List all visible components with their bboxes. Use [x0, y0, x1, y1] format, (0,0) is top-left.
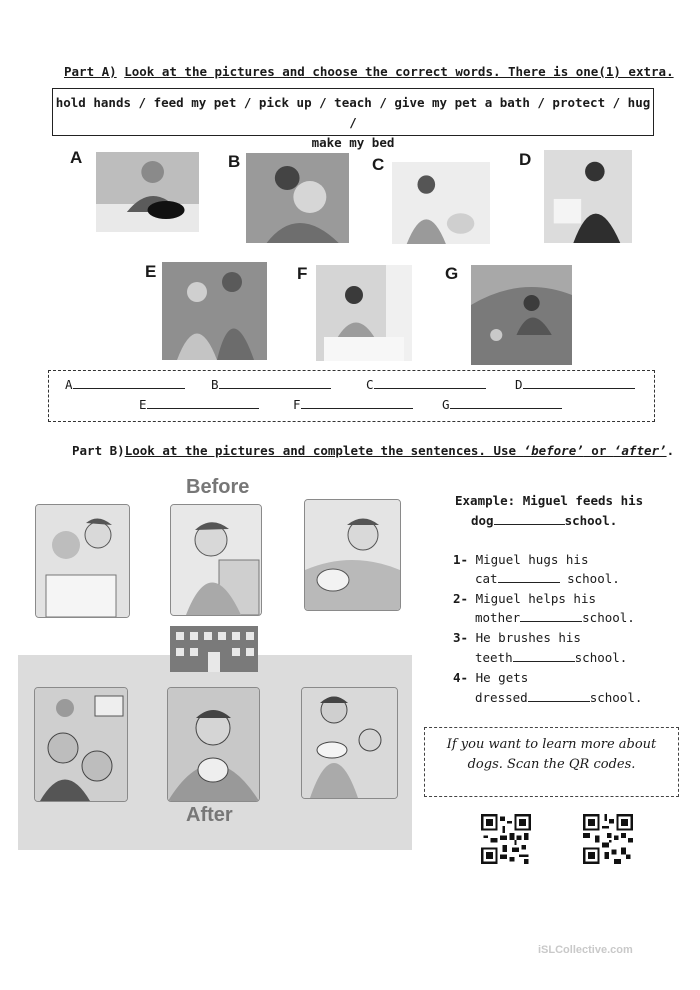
part-a-instruction: Look at the pictures and choose the correct words. There is one(1) extra.	[124, 64, 674, 79]
sentence-2-line-2[interactable]: mother school.	[475, 610, 635, 625]
answer-line-c[interactable]: C	[366, 377, 486, 392]
answer-line-e[interactable]: E	[139, 397, 259, 412]
photo-f	[316, 265, 412, 361]
school-building	[170, 622, 258, 672]
part-b-label: Part B)	[72, 443, 125, 458]
word-bank	[52, 88, 654, 150]
after-panel-basketball	[34, 687, 128, 802]
sentence-4-line-1: 4- He gets	[453, 670, 529, 685]
word-bank-line-1: hold hands / feed my pet / pick up / teach / give my pet a bath / protect / hug /	[55, 95, 651, 130]
before-panel-getting-dressed	[170, 504, 262, 616]
answer-box	[48, 370, 655, 422]
after-panel-helping-mother	[301, 687, 398, 799]
photo-c	[392, 162, 490, 244]
after-panel-hugging-cat	[167, 687, 260, 802]
qr-code-2[interactable]	[583, 814, 633, 864]
answer-line-f[interactable]: F	[293, 397, 413, 412]
part-a-label: Part A)	[64, 64, 117, 79]
example-line-1: Example: Miguel feeds his	[455, 493, 644, 508]
picture-letter-g: G	[445, 264, 459, 283]
answer-line-b[interactable]: B	[211, 377, 331, 392]
photo-e	[162, 262, 267, 360]
part-b-heading: Part B)Look at the pictures and complete the sentences. Use ‘before’ or ‘after’.	[72, 443, 675, 458]
sentence-1-line-1: 1- Miguel hugs his	[453, 552, 589, 567]
qr-note-line-2: dogs. Scan the QR codes.	[467, 757, 636, 772]
sentence-4-line-2[interactable]: dressed school.	[475, 690, 643, 705]
photo-a	[96, 152, 199, 232]
sentence-3-line-1: 3- He brushes his	[453, 630, 581, 645]
qr-code-1[interactable]	[481, 814, 531, 864]
example-line-2: dog school.	[471, 513, 618, 528]
sentence-1-line-2[interactable]: cat school.	[475, 571, 620, 586]
sentence-2-line-1: 2- Miguel helps his	[453, 591, 597, 606]
qr-note-line-1: If you want to learn more about	[446, 737, 657, 752]
after-label: After	[186, 804, 233, 826]
picture-letter-d: D	[519, 150, 532, 169]
answer-line-d[interactable]: D	[515, 377, 635, 392]
photo-g	[471, 265, 572, 365]
before-panel-feeding-dog	[304, 499, 401, 611]
before-label: Before	[186, 476, 250, 498]
picture-letter-c: C	[372, 155, 385, 174]
picture-letter-f: F	[297, 264, 308, 283]
answer-line-g[interactable]: G	[442, 397, 562, 412]
answer-line-a[interactable]: A	[65, 377, 185, 392]
picture-letter-b: B	[228, 152, 241, 171]
photo-d	[544, 150, 632, 243]
qr-note	[424, 727, 679, 797]
picture-letter-e: E	[145, 262, 157, 281]
part-a-heading	[64, 64, 674, 79]
photo-b	[246, 153, 349, 243]
picture-letter-a: A	[70, 148, 83, 167]
word-bank-line-2: make my bed	[311, 135, 395, 150]
footer-watermark: iSLCollective.com	[538, 944, 633, 956]
before-panel-brushing-teeth	[35, 504, 130, 618]
sentence-3-line-2[interactable]: teeth school.	[475, 650, 628, 665]
